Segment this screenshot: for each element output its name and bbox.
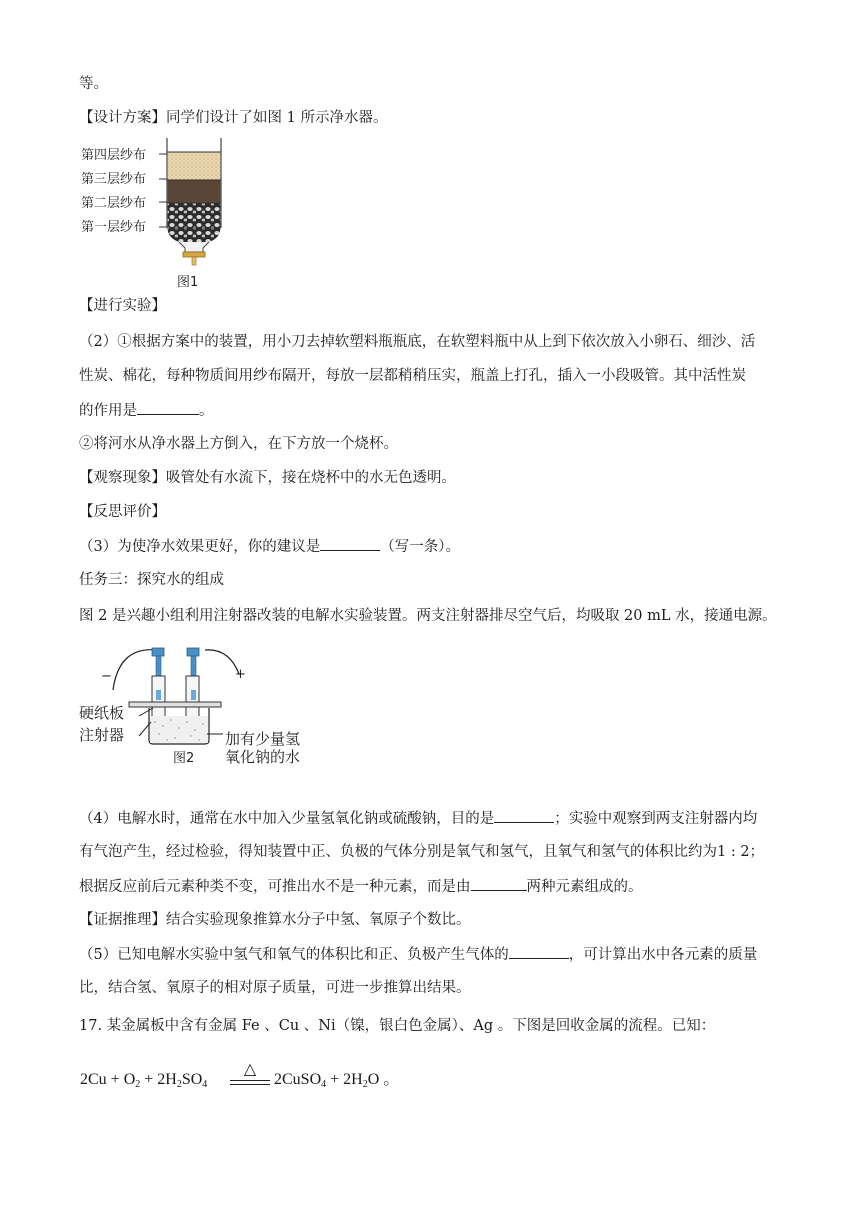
figure-1-caption: 图1 [177,275,199,290]
text-line-4b: 有气泡产生，经过检验，得知装置中正、负极的气体分别是氧气和氢气，且氧气和氢气的体积比约为1 : 2； [79,844,765,860]
text-line-2c: 的作用是 。 [79,400,214,421]
text-line-3: （3）为使净水效果更好，你的建议是 （写一条）。 [79,536,460,557]
text-line-fig2-intro: 图 2 是兴趣小组利用注射器改装的电解水实验装置。两支注射器排尽空气后，均吸取 20 mL 水，接通电源。 [79,608,777,624]
text-line-4a: （4）电解水时，通常在水中加入少量氢氧化钠或硫酸钠，目的是 ；实验中观察到两支注射器内均 [79,808,757,829]
heating-condition: △ [243,1061,257,1078]
text-line-experiment: 【进行实验】 [79,298,166,314]
cardboard-board [129,702,221,707]
answer-blank-suggestion[interactable] [320,536,380,551]
label-syringe: 注射器 [79,726,125,744]
label-layer-2: 第二层纱布 [81,196,147,211]
answer-blank-volume[interactable] [509,944,569,959]
figure-2-caption: 图2 [173,751,195,766]
straw [192,257,196,265]
answer-blank-carbon[interactable] [137,400,199,415]
equation-equals-sign [230,1080,270,1085]
negative-terminal: − [101,669,112,684]
text-line-5b: 比，结合氢、氧原子的相对原子质量，可进一步推算出结果。 [79,980,471,996]
text-line-reflect: 【反思评价】 [79,504,166,520]
label-layer-1: 第一层纱布 [81,220,147,235]
text-line-design: 【设计方案】同学们设计了如图 1 所示净水器。 [79,110,388,126]
text-line-2a: （2）①根据方案中的装置，用小刀去掉软塑料瓶瓶底，在软塑料瓶中从上到下依次放入小卵石、细沙、活 [79,334,756,350]
text-line-1: 等。 [79,76,108,92]
label-layer-3: 第三层纱布 [81,172,147,187]
cotton-layer [168,203,221,242]
text-line-evidence: 【证据推理】结合实验现象推算水分子中氢、氧原子个数比。 [79,912,471,928]
positive-terminal: + [235,667,246,682]
bottle-cap [183,252,205,257]
figure-1-purifier [79,134,239,294]
text-line-2b: 性炭、棉花，每种物质间用纱布隔开，每放一层都稍稍压实，瓶盖上打孔，插入一小段吸管。其中活性炭 [79,368,746,384]
text-line-observe: 【观察现象】吸管处有水流下，接在烧杯中的水无色透明。 [79,470,456,486]
answer-blank-purpose[interactable] [494,808,554,823]
label-layer-4: 第四层纱布 [81,148,147,163]
answer-blank-elements[interactable] [471,876,527,891]
label-solution-1: 加有少量氢 [225,730,301,748]
figure-2-electrolysis [79,634,339,796]
text-line-pour: ②将河水从净水器上方倒入，在下方放一个烧杯。 [79,436,398,452]
text-line-4c: 根据反应前后元素种类不变，可推出水不是一种元素，而是由 两种元素组成的。 [79,876,643,897]
text-line-task3: 任务三：探究水的组成 [79,572,224,588]
text-line-5a: （5）已知电解水实验中氢气和氧气的体积比和正、负极产生气体的 ，可计算出水中各元素的质量 [79,944,757,965]
question-17-text: 17. 某金属板中含有金属 Fe 、Cu 、Ni（镍，银白色金属）、Ag 。下图是回收金属的流程。已知： [79,1018,716,1034]
activated-carbon-layer [168,180,221,203]
label-solution-2: 氧化钠的水 [225,748,301,766]
text-activated-carbon: 的作用是 [79,403,137,419]
label-cardboard: 硬纸板 [79,704,125,722]
pebble-sand-layer [168,152,221,180]
